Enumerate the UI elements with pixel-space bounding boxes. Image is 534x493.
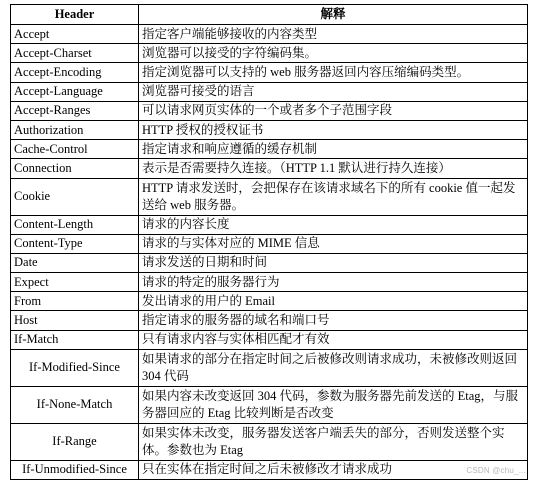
http-headers-table [10,4,528,480]
header-name-cell: Connection [11,159,139,178]
table-row [11,292,528,311]
header-name-cell: Authorization [11,120,139,139]
header-description-cell: 浏览器可接受的语言 [139,82,528,101]
table-row [11,330,528,349]
header-name-cell: Content-Type [11,234,139,253]
table-row [11,386,528,423]
table-row [11,178,528,215]
table-row [11,215,528,234]
header-description-cell: HTTP 请求发送时，会把保存在该请求域名下的所有 cookie 值一起发送给 web 服务器。 [139,178,528,215]
header-description-cell: 发出请求的用户的 Email [139,292,528,311]
header-description-cell: 请求发送的日期和时间 [139,253,528,272]
header-name-cell: Accept-Language [11,82,139,101]
table-row [11,120,528,139]
header-name-cell: Host [11,311,139,330]
header-description-cell: 如果实体未改变，服务器发送客户端丢失的部分，否则发送整个实体。参数也为 Etag [139,423,528,460]
table-row [11,423,528,460]
table-row [11,234,528,253]
header-name-cell: Accept-Charset [11,44,139,63]
header-description-cell: 指定客户端能够接收的内容类型 [139,25,528,44]
header-name-cell: If-None-Match [11,386,139,423]
header-description-cell: 只有请求内容与实体相匹配才有效 [139,330,528,349]
header-description-cell: 指定请求的服务器的域名和端口号 [139,311,528,330]
table-row [11,273,528,292]
header-description-cell: 如果请求的部分在指定时间之后被修改则请求成功，未被修改则返回 304 代码 [139,349,528,386]
header-name-cell: Date [11,253,139,272]
header-name-cell: Accept-Ranges [11,101,139,120]
table-row [11,44,528,63]
header-name-cell: If-Unmodified-Since [11,460,139,479]
header-description-cell: 请求的与实体对应的 MIME 信息 [139,234,528,253]
table-row [11,253,528,272]
table-row [11,349,528,386]
table-row [11,159,528,178]
header-description-cell: HTTP 授权的授权证书 [139,120,528,139]
table-row [11,82,528,101]
header-name-cell: Cookie [11,178,139,215]
header-description-cell: 如果内容未改变返回 304 代码，参数为服务器先前发送的 Etag，与服务器回应的 Etag 比较判断是否改变 [139,386,528,423]
header-description-cell: 请求的特定的服务器行为 [139,273,528,292]
header-name-cell: Cache-Control [11,140,139,159]
header-name-cell: If-Match [11,330,139,349]
header-name-cell: If-Modified-Since [11,349,139,386]
table-row [11,101,528,120]
table-header-row [11,5,528,25]
header-name-cell: Accept-Encoding [11,63,139,82]
header-name-cell: If-Range [11,423,139,460]
table-row [11,63,528,82]
header-description-cell: 请求的内容长度 [139,215,528,234]
header-name-cell: From [11,292,139,311]
header-name-cell: Content-Length [11,215,139,234]
header-description-cell: 只在实体在指定时间之后未被修改才请求成功 [139,460,528,479]
header-name-cell: Expect [11,273,139,292]
header-description-cell: 可以请求网页实体的一个或者多个子范围字段 [139,101,528,120]
header-description-cell: 表示是否需要持久连接。（HTTP 1.1 默认进行持久连接） [139,159,528,178]
table-row [11,311,528,330]
table-row [11,140,528,159]
csdn-watermark: CSDN @chu_... [466,466,526,475]
table-row [11,25,528,44]
header-description-cell: 指定请求和响应遵循的缓存机制 [139,140,528,159]
header-description-cell: 浏览器可以接受的字符编码集。 [139,44,528,63]
column-header-name: Header [11,5,139,25]
header-table-container [10,4,527,480]
table-row [11,460,528,479]
column-header-description: 解释 [139,5,528,25]
header-description-cell: 指定浏览器可以支持的 web 服务器返回内容压缩编码类型。 [139,63,528,82]
header-name-cell: Accept [11,25,139,44]
